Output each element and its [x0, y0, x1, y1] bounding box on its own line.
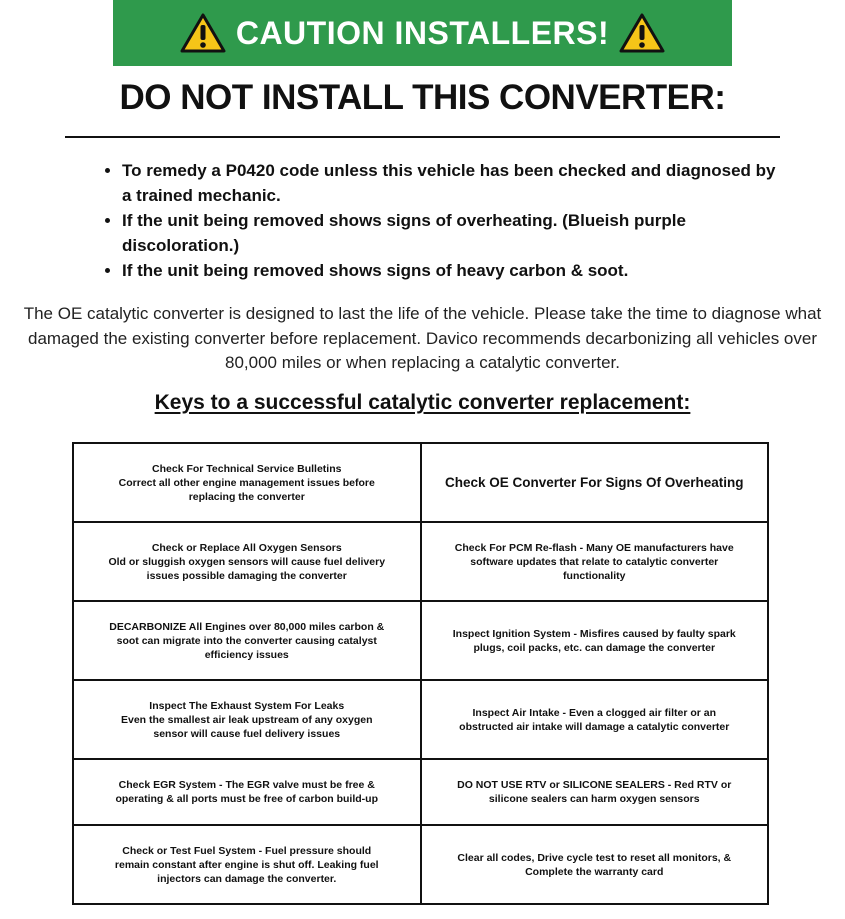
cell-line: Complete the warranty card [525, 865, 664, 878]
caution-banner [113, 0, 732, 66]
cell-line: efficiency issues [204, 648, 289, 661]
cell-line: software updates that relate to catalytic converter [470, 555, 719, 568]
table-cell [421, 680, 769, 759]
table-cell [421, 601, 769, 680]
cell-line: DECARBONIZE All Engines over 80,000 miles carbon & [109, 620, 385, 633]
table-cell [73, 680, 421, 759]
cell-line: issues possible damaging the converter [146, 569, 347, 582]
description-paragraph: The OE catalytic converter is designed to last the life of the vehicle. Please take the time to diagnose what damaged the existing converter before replacement. Davico recommends decarbonizing all vehicles over 80,000 miles or when replacing a catalytic converter. [23, 304, 822, 372]
cell-line: functionality [563, 569, 626, 582]
cell-line: Check or Replace All Oxygen Sensors [151, 541, 342, 554]
keys-table [72, 442, 769, 905]
banner-text: CAUTION INSTALLERS! [235, 14, 610, 51]
table-cell [421, 825, 769, 904]
cell-line: obstructed air intake will damage a catalytic converter [459, 720, 730, 733]
cell-line: injectors can damage the converter. [157, 872, 337, 885]
cell-line: plugs, coil packs, etc. can damage the converter [473, 641, 716, 654]
cell-line: Check For Technical Service Bulletins [152, 462, 342, 475]
list-item: • To remedy a P0420 code unless this vehicle has been checked and diagnosed by a trained mechanic. [122, 158, 782, 208]
cell-line: Check For PCM Re-flash - Many OE manufacturers have [454, 541, 734, 554]
table-row [73, 522, 768, 601]
divider [65, 136, 780, 138]
cell-line: Old or sluggish oxygen sensors will cause fuel delivery [108, 555, 386, 568]
cell-line: silicone sealers can harm oxygen sensors [488, 793, 700, 805]
warning-list [100, 158, 782, 283]
table-cell [421, 443, 769, 522]
table-cell [421, 522, 769, 601]
cell-line: Correct all other engine management issues before [118, 476, 375, 489]
keys-heading: Keys to a successful catalytic converter replacement: [154, 391, 691, 414]
table-cell [73, 759, 421, 825]
cell-line: Check or Test Fuel System - Fuel pressure should [122, 844, 372, 857]
cell-line: remain constant after engine is shut off. Leaking fuel [114, 858, 379, 871]
cell-line: replacing the converter [188, 490, 305, 503]
cell-line: soot can migrate into the converter causing catalyst [116, 634, 377, 647]
cell-line: DO NOT USE RTV or SILICONE SEALERS - Red RTV or [457, 779, 732, 791]
warning-triangle-icon [619, 12, 665, 54]
cell-line: Check EGR System - The EGR valve must be free & [118, 779, 375, 791]
cell-line: Inspect Air Intake - Even a clogged air filter or an [472, 706, 716, 719]
cell-line: Even the smallest air leak upstream of any oxygen [120, 713, 373, 726]
cell-line: Inspect Ignition System - Misfires caused by faulty spark [452, 627, 736, 640]
table-cell [73, 522, 421, 601]
list-item: • If the unit being removed shows signs of overheating. (Blueish purple discoloration.) [122, 208, 782, 258]
cell-line: Check OE Converter For Signs Of Overheating [444, 474, 744, 490]
table-row [73, 825, 768, 904]
table-cell [73, 443, 421, 522]
list-item: • If the unit being removed shows signs of heavy carbon & soot. [122, 258, 782, 283]
table-cell [73, 601, 421, 680]
table-row [73, 601, 768, 680]
cell-line: sensor will cause fuel delivery issues [153, 727, 341, 740]
table-cell [73, 825, 421, 904]
table-row [73, 443, 768, 522]
table-row [73, 759, 768, 825]
table-row [73, 680, 768, 759]
page-title: DO NOT INSTALL THIS CONVERTER: [119, 78, 726, 117]
warning-triangle-icon [180, 12, 226, 54]
cell-line: Inspect The Exhaust System For Leaks [149, 699, 345, 712]
table-cell [421, 759, 769, 825]
cell-line: Clear all codes, Drive cycle test to reset all monitors, & [457, 851, 732, 864]
cell-line: operating & all ports must be free of carbon build-up [115, 793, 378, 805]
